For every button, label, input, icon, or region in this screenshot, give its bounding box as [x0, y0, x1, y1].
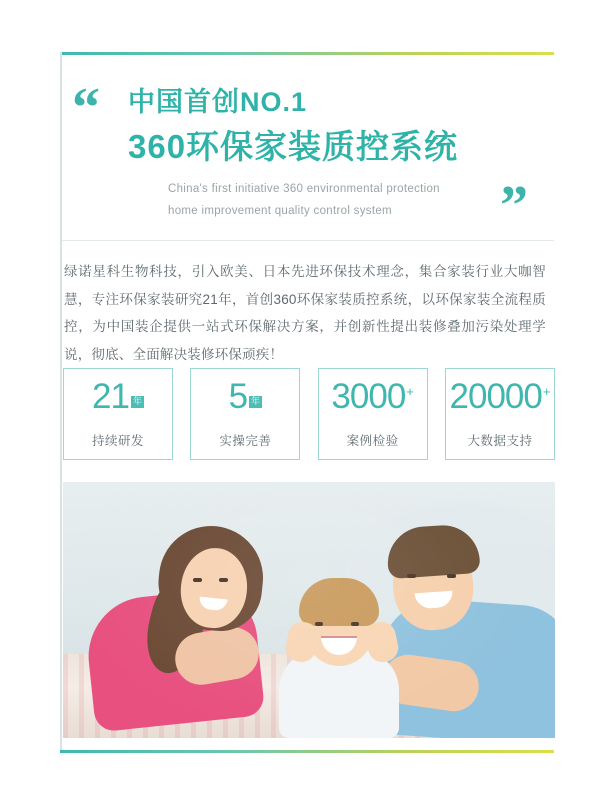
headline-line-1: 中国首创NO.1	[128, 87, 308, 117]
stat-label-3: 大数据支持	[467, 434, 533, 448]
top-gradient-rule	[60, 52, 554, 55]
bottom-gradient-rule	[60, 750, 554, 753]
headline-block	[128, 86, 528, 167]
stat-unit-0: 年	[132, 396, 142, 406]
stat-label-0: 持续研发	[91, 434, 144, 448]
stat-number-0: 21	[92, 377, 129, 416]
subheadline-line-1: China's first initiative 360 environmental protection	[168, 183, 440, 195]
stat-superscript-2: +	[406, 384, 414, 399]
stat-card-3	[445, 368, 555, 460]
photo-background	[63, 482, 555, 738]
body-paragraph: 绿诺星科生物科技，引入欧美、日本先进环保技术理念，集合家装行业大咖智慧，专注环保家装研究21年，首创360环保家装质控系统，以环保家装全流程质控，为中国装企提供一站式环保解决方案，并创新性提出装修叠加污染处理学说，彻底、全面解决装修环保顽疾！	[64, 264, 546, 363]
stat-label-1: 实操完善	[219, 434, 272, 448]
left-vertical-rule	[60, 52, 62, 752]
stat-card-2	[318, 368, 428, 460]
stat-number-row-1	[229, 379, 262, 423]
headline-line-2: 360环保家装质控系统	[128, 127, 459, 165]
stat-card-0	[63, 368, 173, 460]
stat-number-2: 3000	[331, 377, 406, 416]
header-divider	[62, 240, 554, 241]
stats-row	[63, 368, 555, 460]
stat-number-3: 20000	[449, 377, 542, 416]
stat-number-row-2	[331, 379, 413, 423]
subheadline-line-2: home improvement quality control system	[168, 205, 392, 218]
stat-number-1: 5	[228, 377, 248, 416]
stat-superscript-3: +	[542, 384, 551, 399]
stat-unit-1: 年	[251, 396, 261, 406]
stat-number-row-0	[92, 379, 144, 423]
photo-overlay	[63, 482, 555, 738]
subheadline	[168, 178, 528, 223]
family-photo	[63, 482, 555, 738]
quote-close-icon: ”	[500, 175, 526, 237]
quote-open-icon: “	[72, 77, 98, 139]
stat-number-row-3	[450, 379, 551, 423]
stat-card-1	[190, 368, 300, 460]
stat-label-2: 案例检验	[346, 434, 399, 448]
